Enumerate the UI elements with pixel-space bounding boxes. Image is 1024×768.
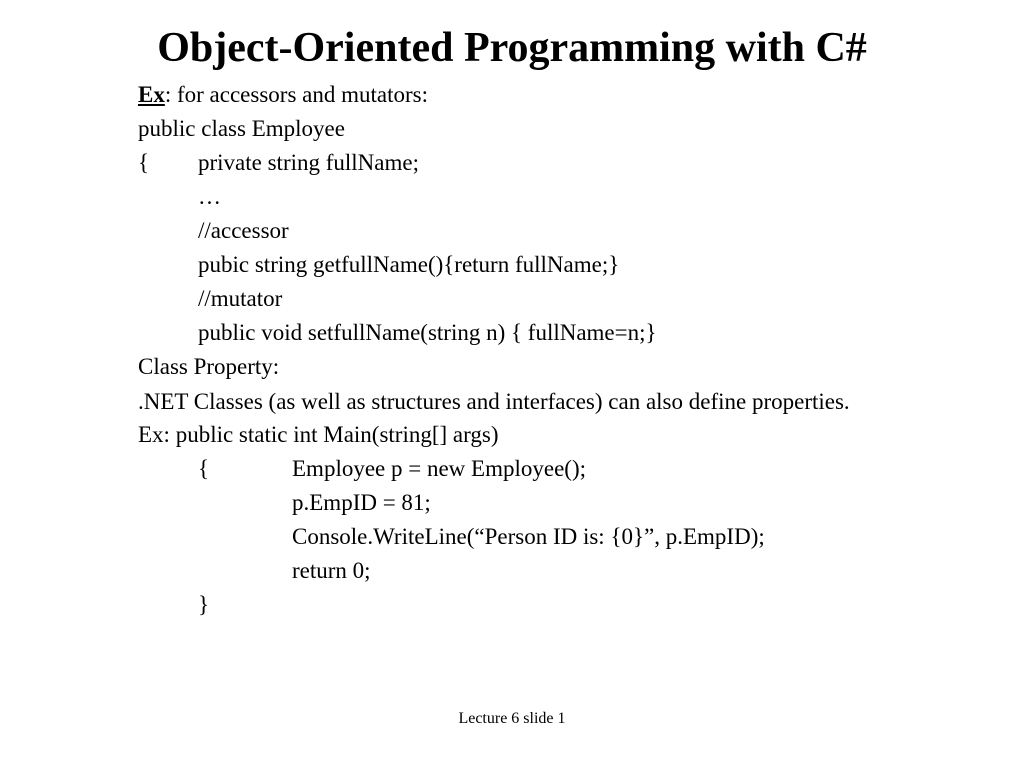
set-empid-statement: p.EmpID = 81; (292, 490, 431, 515)
accessor-method: pubic string getfullName(){return fullName;} (198, 252, 620, 277)
ellipsis-line: … (198, 184, 221, 209)
ex-heading-text: : for accessors and mutators: (164, 82, 428, 107)
accessor-comment: //accessor (198, 218, 289, 243)
main-declaration: Ex: public static int Main(string[] args) (138, 422, 499, 447)
console-writeline-statement: Console.WriteLine(“Person ID is: {0}”, p.EmpID); (292, 524, 765, 549)
mutator-method: public void setfullName(string n) { fullName=n;} (198, 320, 657, 345)
slide-footer: Lecture 6 slide 1 (458, 710, 566, 727)
field-declaration-line (138, 146, 998, 180)
field-declaration: private string fullName; (198, 150, 419, 175)
class-open-brace: { (138, 150, 150, 175)
main-close-brace: } (198, 592, 210, 617)
slide-title: Object-Oriented Programming with C# (157, 25, 867, 71)
ex-label: Ex (138, 82, 165, 107)
ex-heading-line (138, 78, 998, 112)
mutator-comment: //mutator (198, 286, 283, 311)
slide-body (138, 78, 998, 622)
net-classes-text: .NET Classes (as well as structures and interfaces) can also define properties. (138, 389, 850, 414)
class-property-heading: Class Property: (138, 354, 280, 379)
class-declaration: public class Employee (138, 116, 345, 141)
main-open-brace: { (198, 456, 210, 481)
new-employee-line (138, 452, 998, 486)
new-employee-statement: Employee p = new Employee(); (292, 456, 586, 481)
return-statement: return 0; (292, 558, 371, 583)
